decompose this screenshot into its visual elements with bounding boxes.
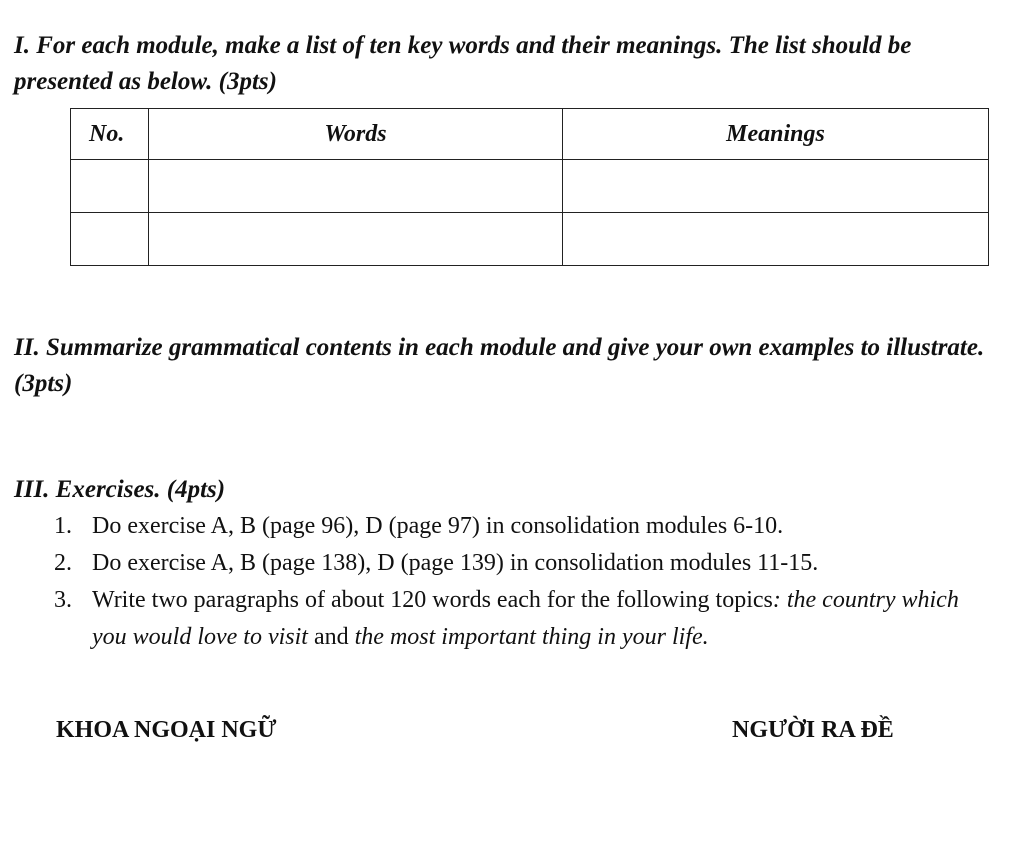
item-conjunction: and <box>307 624 355 650</box>
list-item <box>54 582 984 656</box>
item-text: Write two paragraphs of about 120 words each for the following topics <box>92 587 773 613</box>
topic-important-thing: the most important thing in your life <box>354 624 703 650</box>
signature-examiner: NGƯỜI RA ĐỀ <box>732 717 894 743</box>
item-period: . <box>702 624 709 650</box>
signature-faculty: KHOA NGOẠI NGỮ <box>56 717 277 743</box>
table-row <box>71 213 989 266</box>
cell-word <box>149 160 563 213</box>
item-text: Do exercise A, B (page 138), D (page 139) in consolidation modules 11-15. <box>92 550 819 576</box>
list-item <box>54 545 984 582</box>
exercise-list <box>54 508 984 656</box>
header-meanings: Meanings <box>563 109 989 160</box>
item-number: 1. <box>54 513 72 539</box>
cell-no <box>71 213 149 266</box>
item-number: 2. <box>54 550 72 576</box>
cell-word <box>149 213 563 266</box>
header-no: No. <box>71 109 149 160</box>
section-3-heading: III. Exercises. (4pts) <box>14 476 226 503</box>
section-1-heading: I. For each module, make a list of ten key words and their meanings. The list should be presented as below. (3pts) <box>14 32 912 95</box>
vocabulary-table <box>70 108 989 266</box>
item-colon: : <box>772 587 781 613</box>
list-item <box>54 508 984 545</box>
cell-no <box>71 160 149 213</box>
table-header-row <box>71 109 989 160</box>
item-text: Do exercise A, B (page 96), D (page 97) in consolidation modules 6-10. <box>92 513 784 539</box>
table-row <box>71 160 989 213</box>
section-2-heading: II. Summarize grammatical contents in each module and give your own examples to illustrate. (3pts) <box>14 334 985 397</box>
cell-meaning <box>563 160 989 213</box>
item-number: 3. <box>54 587 72 613</box>
topic-country: the country which you would love to visit <box>92 587 959 650</box>
header-words: Words <box>149 109 563 160</box>
cell-meaning <box>563 213 989 266</box>
